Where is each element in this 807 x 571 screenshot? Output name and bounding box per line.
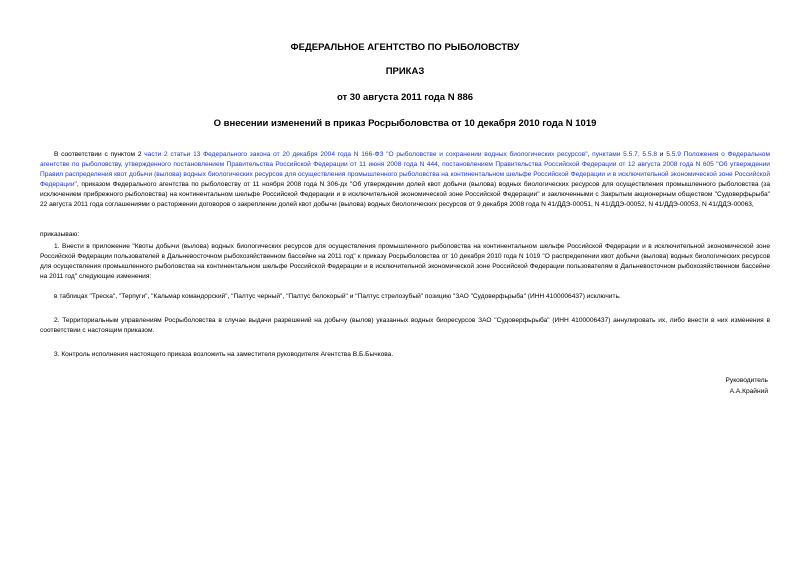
document-page [40, 0, 770, 395]
preamble-text: В соответствии с пунктом 2 [54, 151, 145, 158]
item-2-paragraph: 2. Территориальным управлениям Росрыболовства в случае выдачи разрешений на добычу (вылов) указанных водных биоресурсов ЗАО "Судоверфьрыба" (ИНН 4100006437) аннулировать их, либо внести в них изменения в соответствии с настоящим приказом. [40, 317, 770, 334]
signer-name: А.А.Крайний [729, 388, 768, 395]
preamble-text: , [587, 151, 593, 158]
order-date-number: от 30 августа 2011 года N 886 [336, 92, 474, 103]
regulation-points-link[interactable]: пунктами 5.5.7, 5.5.8 [592, 151, 658, 158]
preamble-paragraph [40, 150, 770, 210]
preamble-text: , [437, 161, 443, 168]
decree-word: приказываю: [40, 231, 80, 238]
signer-title: Руководитель [725, 377, 768, 384]
item-1-subparagraph: в таблицах "Треска", "Терпуги", "Кальмар командорский", "Палтус черный", "Палтус белокорый" и "Палтус стрелозубый" позицию "ЗАО "Судоверфьрыба" (ИНН 4100006437) исключить. [54, 293, 621, 300]
agency-heading: ФЕДЕРАЛЬНОЕ АГЕНТСТВО ПО РЫБОЛОВСТВУ [290, 42, 520, 53]
item-3-paragraph: 3. Контроль исполнения настоящего приказа возложить на заместителя руководителя Агентства В.Б.Бычкова. [54, 351, 394, 358]
preamble-text: , приказом Федерального агентства по рыболовству от 11 ноября 2008 года N 306-дх "Об утверждении долей квот добычи (вылова) водных биологических ресурсов для осуществления промышленного рыболовства (за исключением прибрежного рыболовства) на континентальном шельфе Российской Федерации и в исключительной экономической зоне Российской Федерации" и заключенными с Закрытым акционерным обществом "Судоверфьрыба" 22 августа 2011 года соглашениями о расторжении договоров о закреплении долей квот добычи (вылова) водных биологических ресурсов от 9 декабря 2008 года N 41/ДДЭ-00051, N 41/ДДЭ-00052, N 41/ДДЭ-00053, N 41/ДДЭ-00063, [40, 181, 770, 208]
order-subject-heading: О внесении изменений в приказ Росрыболовства от 10 декабря 2010 года N 1019 [213, 118, 597, 129]
regulation-444-link[interactable]: 5.5.9 Положения о Федеральном агентстве по рыболовству, утвержденного постановлением Правительства Российской Федерации от 11 июня 2008 года N 444 [40, 151, 770, 168]
document-type-heading: ПРИКАЗ [385, 66, 425, 77]
law-166-fz-link[interactable]: части 2 статьи 13 Федерального закона от 20 декабря 2004 года N 166-ФЗ "О рыболовстве и сохранении водных биологических ресурсов" [144, 151, 588, 158]
resolution-605-link[interactable]: постановлением Правительства Российской Федерации от 12 августа 2008 года N 605 "Об утверждении Правил распределения квот добычи (вылова) водных биологических ресурсов для осуществления промышленного рыболовства на континентальном шельфе Российской Федерации и в исключительной экономической зоне Российской Федерации" [40, 161, 770, 188]
preamble-text: и [657, 151, 667, 158]
item-1-paragraph: 1. Внести в приложение "Квоты добычи (вылова) водных биологических ресурсов для осуществления промышленного рыболовства на континентальном шельфе Российской Федерации и в исключительной экономической зоне Российской Федерации пользователей в Дальневосточном рыбохозяйственном бассейне на 2011 год" к приказу Росрыболовства от 10 декабря 2010 года N 1019 "О распределении квот добычи (вылова) водных биологических ресурсов для осуществления промышленного рыболовства на континентальном шельфе Российской Федерации и в исключительной экономической зоне Российской Федерации пользователям в Дальневосточном рыбохозяйственном бассейне на 2011 год" следующие изменения: [40, 243, 770, 280]
